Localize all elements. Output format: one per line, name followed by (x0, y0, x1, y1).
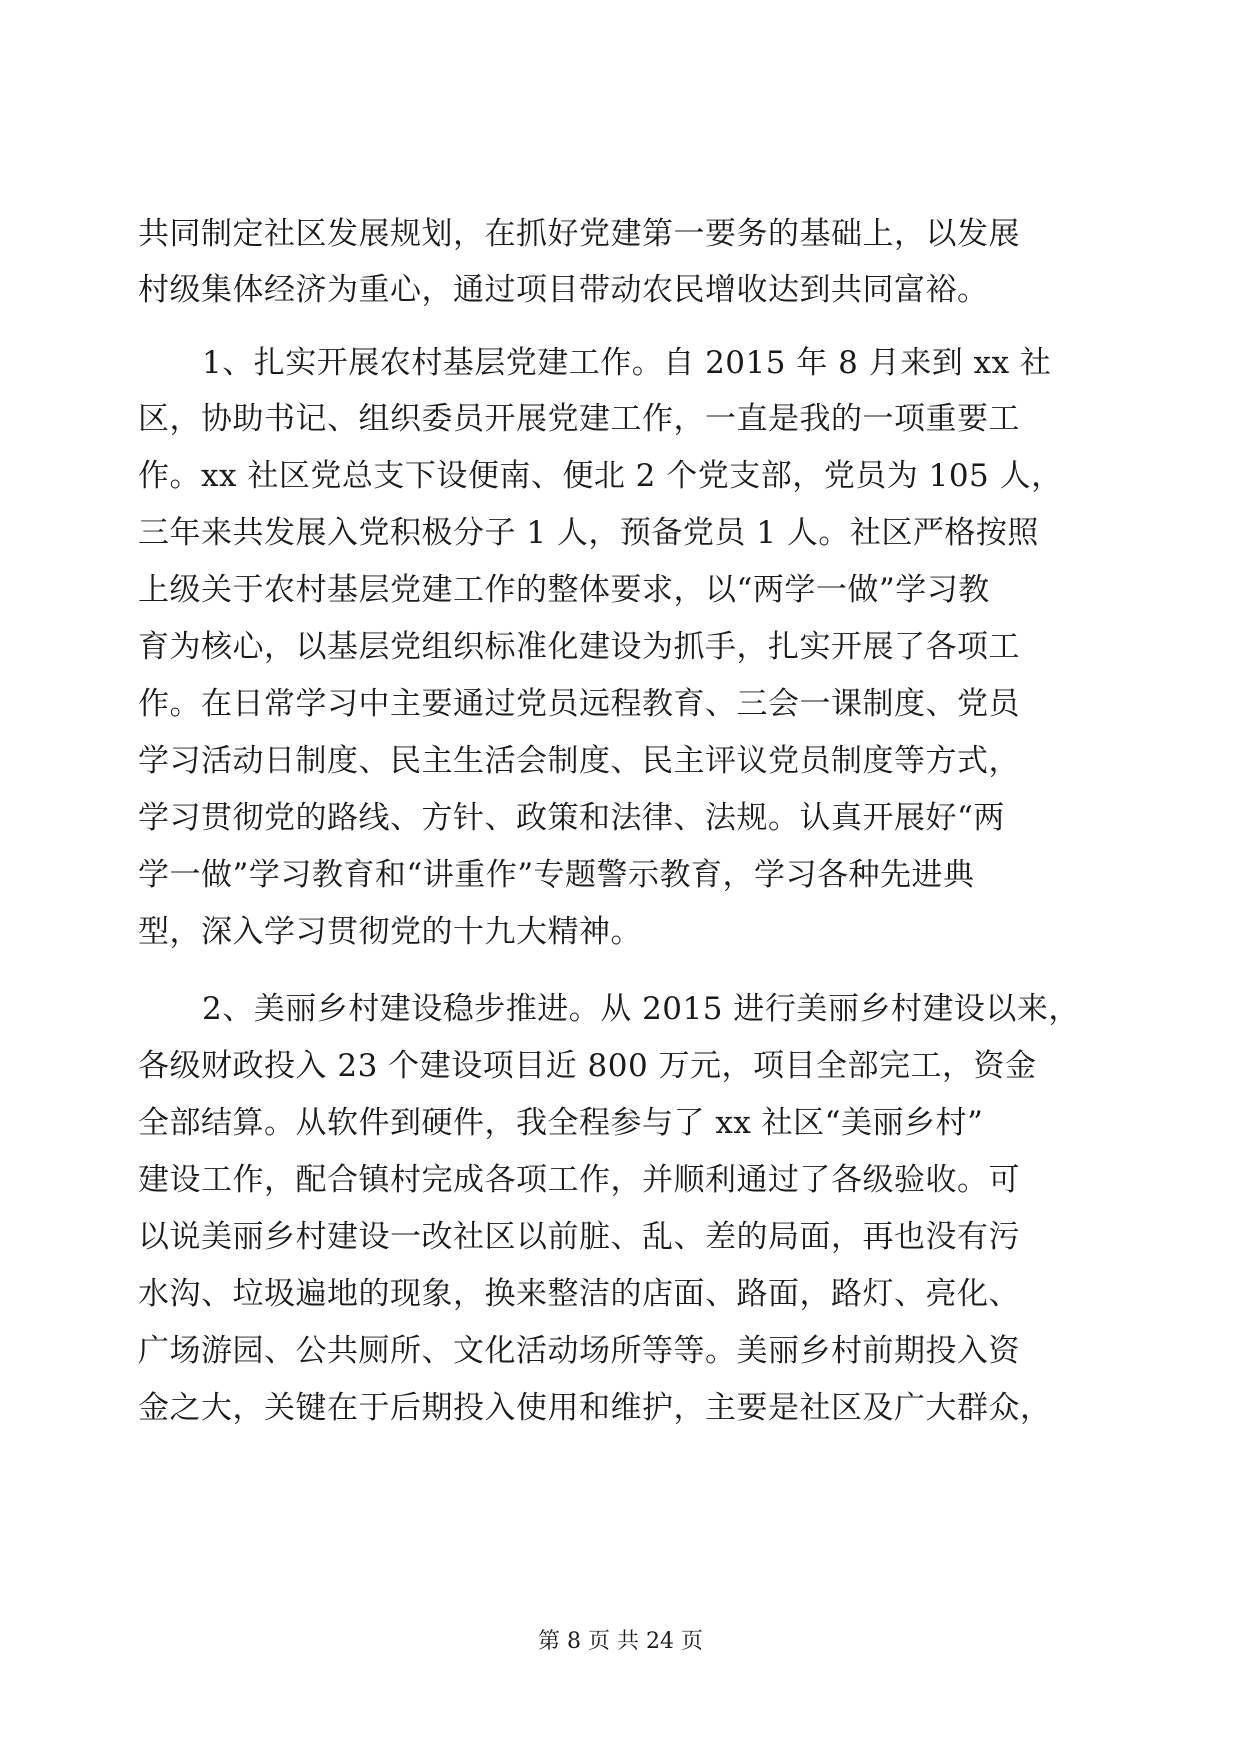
text-line: 作。在日常学习中主要通过党员远程教育、三会一课制度、党员 (138, 686, 1020, 722)
text-line: 金之大，关键在于后期投入使用和维护，主要是社区及广大群众， (138, 1390, 1052, 1426)
text-line: 学习活动日制度、民主生活会制度、民主评议党员制度等方式， (138, 743, 1020, 779)
text-line: 全部结算。从软件到硬件，我全程参与了 xx 社区“美丽乡村” (138, 1105, 984, 1141)
text-line: 学习贯彻党的路线、方针、政策和法律、法规。认真开展好“两 (138, 800, 1005, 836)
text-line: 村级集体经济为重心，通过项目带动农民增收达到共同富裕。 (138, 272, 989, 308)
text-line: 上级关于农村基层党建工作的整体要求，以“两学一做”学习教 (138, 572, 990, 608)
text-line: 育为核心，以基层党组织标准化建设为抓手，扎实开展了各项工 (138, 629, 1020, 665)
paragraph-2-first-line: 2、美丽乡村建设稳步推进。从 2015 进行美丽乡村建设以来， (202, 991, 1080, 1027)
paragraph-1-first-line: 1、扎实开展农村基层党建工作。自 2015 年 8 月来到 xx 社 (202, 345, 1052, 381)
text-line: 以说美丽乡村建设一改社区以前脏、乱、差的局面，再也没有污 (138, 1219, 1020, 1255)
text-line: 共同制定社区发展规划，在抓好党建第一要务的基础上，以发展 (138, 216, 1020, 252)
text-line: 作。xx 社区党总支下设便南、便北 2 个党支部，党员为 105 人， (138, 458, 1063, 494)
text-line: 水沟、垃圾遍地的现象，换来整洁的店面、路面，路灯、亮化、 (138, 1276, 1020, 1312)
text-line: 区，协助书记、组织委员开展党建工作，一直是我的一项重要工 (138, 401, 1020, 437)
text-line: 学一做”学习教育和“讲重作”专题警示教育，学习各种先进典 (138, 857, 975, 893)
text-line: 各级财政投入 23 个建设项目近 800 万元，项目全部完工，资金 (138, 1048, 1037, 1084)
text-line: 三年来共发展入党积极分子 1 人，预备党员 1 人。社区严格按照 (138, 515, 1039, 551)
text-line: 广场游园、公共厕所、文化活动场所等等。美丽乡村前期投入资 (138, 1333, 1020, 1369)
text-line: 型，深入学习贯彻党的十九大精神。 (138, 914, 642, 950)
text-line: 建设工作，配合镇村完成各项工作，并顺利通过了各级验收。可 (138, 1162, 1020, 1198)
page-footer: 第 8 页 共 24 页 (538, 1629, 703, 1654)
